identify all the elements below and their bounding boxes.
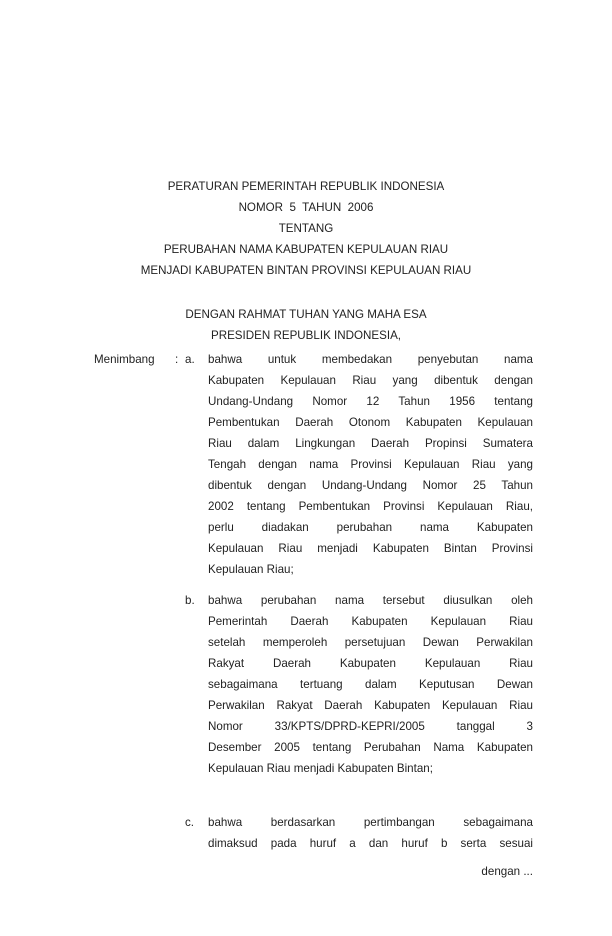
item-text-line: bahwa berdasarkan pertimbangan sebagaimana xyxy=(208,816,533,829)
item-text-line: dibentuk dengan Undang-Undang Nomor 25 Tahun xyxy=(208,479,533,492)
item-letter: a. xyxy=(185,353,195,366)
item-text-line: Undang-Undang Nomor 12 Tahun 1956 tentang xyxy=(208,395,533,408)
page-continuation: dengan ... xyxy=(481,865,533,878)
item-text-line: Riau dalam Lingkungan Daerah Propinsi Sumatera xyxy=(208,437,533,450)
item-text-line: Kepulauan Riau; xyxy=(208,563,294,576)
item-text-line: dimaksud pada huruf a dan huruf b serta sesuai xyxy=(208,837,533,850)
item-text-line: setelah memperoleh persetujuan Dewan Perwakilan xyxy=(208,636,533,649)
item-letter: c. xyxy=(185,816,195,829)
item-text-line: Nomor 33/KPTS/DPRD-KEPRI/2005 tanggal 3 xyxy=(208,720,533,733)
item-text-line: 2002 tentang Pembentukan Provinsi Kepulauan Riau, xyxy=(208,500,533,513)
menimbang-colon: : xyxy=(175,353,179,366)
preamble-line: DENGAN RAHMAT TUHAN YANG MAHA ESA xyxy=(185,308,427,321)
item-text-line: Tengah dengan nama Provinsi Kepulauan Riau yang xyxy=(208,458,533,471)
item-text-line: Kepulauan Riau menjadi Kabupaten Bintan; xyxy=(208,762,433,775)
heading-line: NOMOR 5 TAHUN 2006 xyxy=(238,201,374,214)
preamble-line: PRESIDEN REPUBLIK INDONESIA, xyxy=(210,329,402,342)
heading-line: PERATURAN PEMERINTAH REPUBLIK INDONESIA xyxy=(167,180,445,193)
item-text-line: Rakyat Daerah Kabupaten Kepulauan Riau xyxy=(208,657,533,670)
item-text-line: Pembentukan Daerah Otonom Kabupaten Kepulauan xyxy=(208,416,533,429)
heading-line: TENTANG xyxy=(278,222,334,235)
item-text-line: sebagaimana tertuang dalam Keputusan Dewan xyxy=(208,678,533,691)
item-text-line: Pemerintah Daerah Kabupaten Kepulauan Riau xyxy=(208,615,533,628)
item-text-line: bahwa perubahan nama tersebut diusulkan oleh xyxy=(208,594,533,607)
menimbang-label: Menimbang xyxy=(94,353,155,366)
preamble xyxy=(0,304,612,346)
heading-line: MENJADI KABUPATEN BINTAN PROVINSI KEPULAUAN RIAU xyxy=(140,264,472,277)
item-text-line: bahwa untuk membedakan penyebutan nama xyxy=(208,353,533,366)
item-text-line: perlu diadakan perubahan nama Kabupaten xyxy=(208,521,533,534)
item-text-line: Kepulauan Riau menjadi Kabupaten Bintan Provinsi xyxy=(208,542,533,555)
item-letter: b. xyxy=(185,594,195,607)
regulation-heading xyxy=(0,176,612,281)
heading-line: PERUBAHAN NAMA KABUPATEN KEPULAUAN RIAU xyxy=(163,243,449,256)
item-text-line: Perwakilan Rakyat Daerah Kabupaten Kepulauan Riau xyxy=(208,699,533,712)
item-text-line: Kabupaten Kepulauan Riau yang dibentuk dengan xyxy=(208,374,533,387)
item-text-line: Desember 2005 tentang Perubahan Nama Kabupaten xyxy=(208,741,533,754)
